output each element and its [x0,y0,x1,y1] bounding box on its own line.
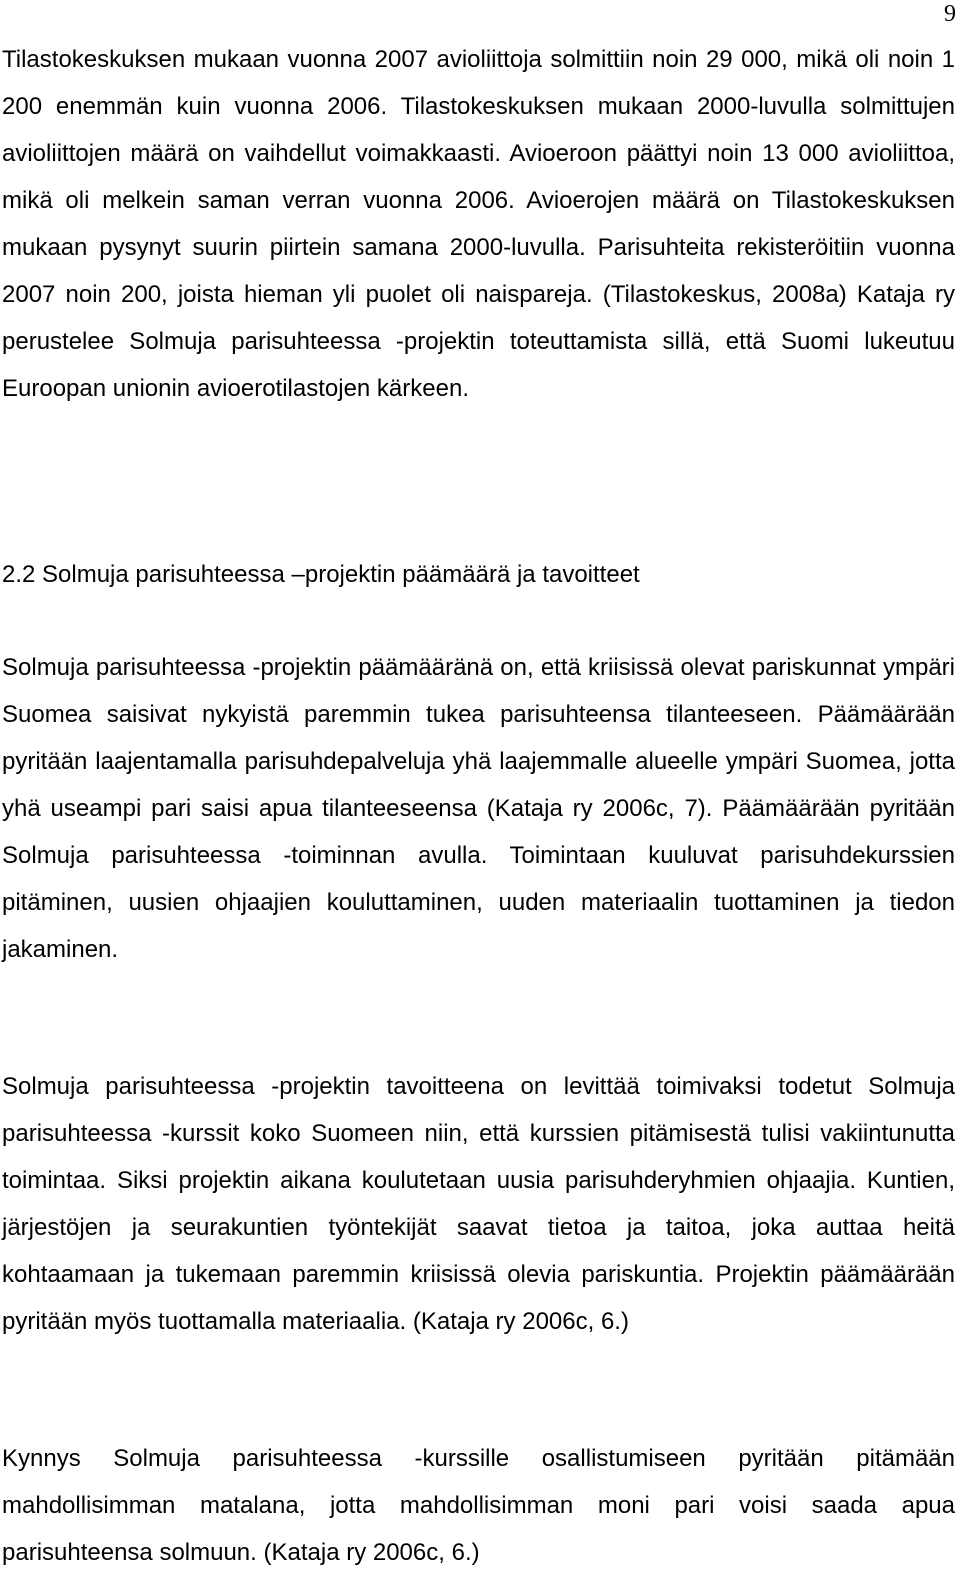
page-number: 9 [944,1,956,27]
document-body [2,36,955,1566]
paragraph-project-goal: Solmuja parisuhteessa -projektin päämääränä on, että kriisissä olevat pariskunnat ympäri Suomea saisivat nykyistä paremmin tukea parisuhteensa tilanteeseen. Päämäärään pyritään laajentamalla parisuhdepalveluja yhä laajemmalle alueelle ympäri Suomea, jotta yhä useampi pari saisi apua tilanteeseensa (Kataja ry 2006c, 7). Päämäärään pyritään Solmuja parisuhteessa -toiminnan avulla. Toimintaan kuuluvat parisuhdekurssien pitäminen, uusien ohjaajien kouluttaminen, uuden materiaalin tuottaminen ja tiedon jakaminen. [2,654,955,963]
section-heading: 2.2 Solmuja parisuhteessa –projektin päämäärä ja tavoitteet [2,561,640,588]
paragraph-project-objective: Solmuja parisuhteessa -projektin tavoitteena on levittää toimivaksi todetut Solmuja parisuhteessa -kurssit koko Suomeen niin, että kurssien pitämisestä tulisi vakiintunutta toimintaa. Siksi projektin aikana koulutetaan uusia parisuhderyhmien ohjaajia. Kuntien, järjestöjen ja seurakuntien työntekijät saavat tietoa ja taitoa, joka auttaa heitä kohtaamaan ja tukemaan paremmin kriisissä olevia pariskuntia. Projektin päämäärään pyritään myös tuottamalla materiaalia. (Kataja ry 2006c, 6.) [2,1073,955,1335]
paragraph-statistics: Tilastokeskuksen mukaan vuonna 2007 avioliittoja solmittiin noin 29 000, mikä oli noin 1 200 enemmän kuin vuonna 2006. Tilastokeskuksen mukaan 2000-luvulla solmittujen avioliittojen määrä on vaihdellut voimakkaasti. Avioeroon päättyi noin 13 000 avioliittoa, mikä oli melkein saman verran vuonna 2006. Avioerojen määrä on Tilastokeskuksen mukaan pysynyt suurin piirtein samana 2000-luvulla. Parisuhteita rekisteröitiin vuonna 2007 noin 200, joista hieman yli puolet oli naispareja. (Tilastokeskus, 2008a) Kataja ry perustelee Solmuja parisuhteessa -projektin toteuttamista sillä, että Suomi lukeutuu Euroopan unionin avioerotilastojen kärkeen. [2,46,955,402]
paragraph-participation-threshold: Kynnys Solmuja parisuhteessa -kurssille osallistumiseen pyritään pitämään mahdollisimman matalana, jotta mahdollisimman moni pari voisi saada apua parisuhteensa solmuun. (Kataja ry 2006c, 6.) [2,1445,955,1566]
